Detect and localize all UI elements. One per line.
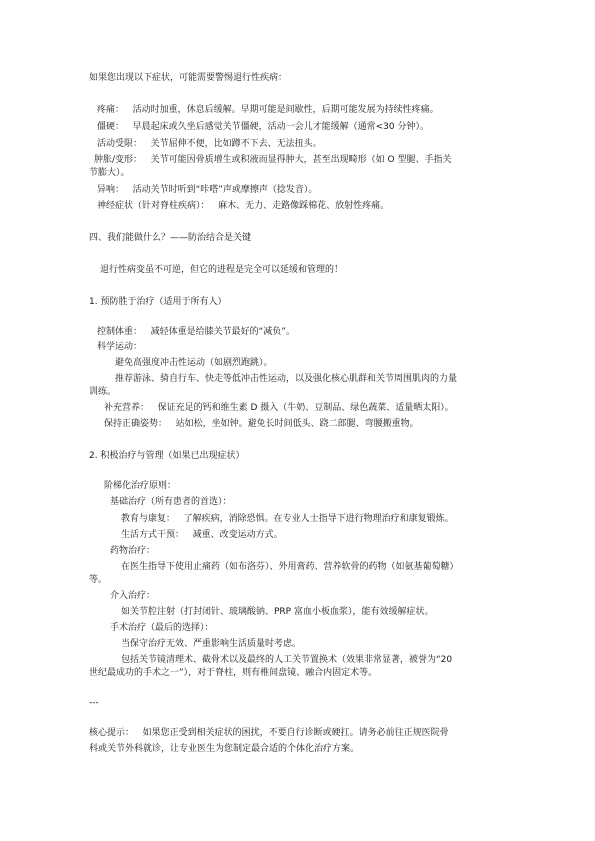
core-tip-continued: 科或关节外科就诊，让专业医生为您制定最合适的个体化治疗方案。 bbox=[89, 744, 360, 754]
drug-therapy-text: 在医生指导下使用止痛药（如布洛芬）、外用膏药、营养软骨的药物（如氨基葡萄糖） bbox=[121, 562, 459, 572]
symptom-crepitus bbox=[97, 184, 317, 196]
symptom-label: 活动受限： bbox=[97, 139, 143, 149]
drug-therapy-continued: 等。 bbox=[89, 575, 108, 585]
exercise-recommend: 推荐游泳、骑自行车、快走等低冲击性运动，以及强化核心肌群和关节周围肌肉的力量 bbox=[115, 374, 458, 384]
lifestyle-label: 生活方式干预： bbox=[121, 530, 185, 540]
part2-heading: 2. 积极治疗与管理（如果已出现症状） bbox=[89, 451, 245, 461]
weight-label: 控制体重： bbox=[97, 327, 143, 337]
surgery-options-continued: 世纪最成功的手术之一”），对于脊柱，则有椎间盘镜、融合内固定术等。 bbox=[89, 668, 378, 678]
exercise-recommend-continued: 训练。 bbox=[89, 387, 117, 397]
education-text: 了解疾病，消除恐惧。在专业人士指导下进行物理治疗和康复锻炼。 bbox=[183, 514, 454, 524]
posture-label: 保持正确姿势： bbox=[104, 419, 168, 429]
symptom-swelling-continued: 节膨大）。 bbox=[89, 168, 130, 178]
weight-text: 减轻体重是给膝关节最好的“减负”。 bbox=[150, 327, 295, 337]
stepped-treatment-principle: 阶梯化治疗原则： bbox=[104, 481, 177, 491]
interventional-text: 如关节腔注射（打封闭针、玻璃酸钠、PRP 富血小板血浆），能有效缓解症状。 bbox=[121, 607, 434, 617]
symptom-label: 异响： bbox=[97, 185, 125, 195]
interventional-label: 介入治疗： bbox=[110, 591, 156, 601]
education-rehab bbox=[121, 513, 454, 525]
symptom-text: 早晨起床或久坐后感觉关节僵硬，活动一会儿才能缓解（通常<30 分钟）。 bbox=[132, 122, 429, 132]
lifestyle-intervention bbox=[121, 529, 283, 541]
symptom-swelling bbox=[94, 154, 451, 166]
symptom-text: 活动关节时听到“咔嗒”声或摩擦声（捻发音）。 bbox=[132, 185, 318, 195]
nutrition bbox=[104, 402, 454, 414]
symptom-label: 肿胀/变形： bbox=[94, 155, 143, 165]
intro-text: 如果您出现以下症状，可能需要警惕退行性疾病： bbox=[89, 73, 288, 83]
drug-therapy-label: 药物治疗： bbox=[110, 546, 156, 556]
symptom-limited-motion bbox=[97, 138, 322, 150]
nutrition-label: 补充营养： bbox=[104, 403, 150, 413]
posture bbox=[104, 418, 419, 430]
section4-lead: 退行性病变虽不可逆，但它的进程是完全可以延缓和管理的！ bbox=[100, 265, 344, 275]
symptom-neurological bbox=[97, 200, 389, 212]
symptom-pain bbox=[97, 104, 439, 116]
posture-text: 站如松，坐如钟。避免长时间低头、跷二郎腿、弯腰搬重物。 bbox=[175, 419, 419, 429]
symptom-label: 疼痛： bbox=[97, 105, 125, 115]
divider: --- bbox=[89, 698, 99, 708]
symptom-label: 神经症状（针对脊柱疾病）： bbox=[97, 201, 210, 211]
part1-heading: 1. 预防胜于治疗（适用于所有人） bbox=[89, 297, 227, 307]
core-tip-text: 如果您正受到相关症状的困扰，不要自行诊断或硬扛。请务必前往正规医院骨 bbox=[142, 728, 449, 738]
exercise-avoid: 避免高强度冲击性运动（如剧烈跑跳）。 bbox=[115, 358, 273, 368]
surgery-when: 当保守治疗无效、严重影响生活质量时考虑。 bbox=[121, 639, 302, 649]
core-tip bbox=[89, 727, 449, 739]
education-label: 教育与康复： bbox=[121, 514, 176, 524]
section4-heading: 四、我们能做什么？——防治结合是关键 bbox=[89, 233, 252, 243]
symptom-text: 关节屈伸不便，比如蹲不下去、无法扭头。 bbox=[150, 139, 322, 149]
symptom-text: 麻木、无力、走路像踩棉花、放射性疼痛。 bbox=[218, 201, 390, 211]
lifestyle-text: 减重、改变运动方式。 bbox=[192, 530, 283, 540]
surgery-options: 包括关节镜清理术、截骨术以及最终的人工关节置换术（效果非常显著，被誉为“20 bbox=[121, 655, 453, 665]
symptom-text: 活动时加重，休息后缓解。早期可能是间歇性，后期可能发展为持续性疼痛。 bbox=[132, 105, 439, 115]
weight-control bbox=[97, 326, 295, 338]
symptom-stiffness bbox=[97, 121, 429, 133]
symptom-text: 关节可能因骨质增生或积液而显得肿大，甚至出现畸形（如 O 型腿、手指关 bbox=[150, 155, 452, 165]
basic-treatment: 基础治疗（所有患者的首选）： bbox=[110, 497, 232, 507]
symptom-label: 僵硬： bbox=[97, 122, 125, 132]
surgery-label: 手术治疗（最后的选择）： bbox=[110, 623, 214, 633]
nutrition-text: 保证充足的钙和维生素 D 摄入（牛奶、豆制品、绿色蔬菜、适量晒太阳）。 bbox=[157, 403, 454, 413]
exercise-label: 科学运动： bbox=[97, 342, 143, 352]
core-tip-label: 核心提示： bbox=[89, 728, 135, 738]
